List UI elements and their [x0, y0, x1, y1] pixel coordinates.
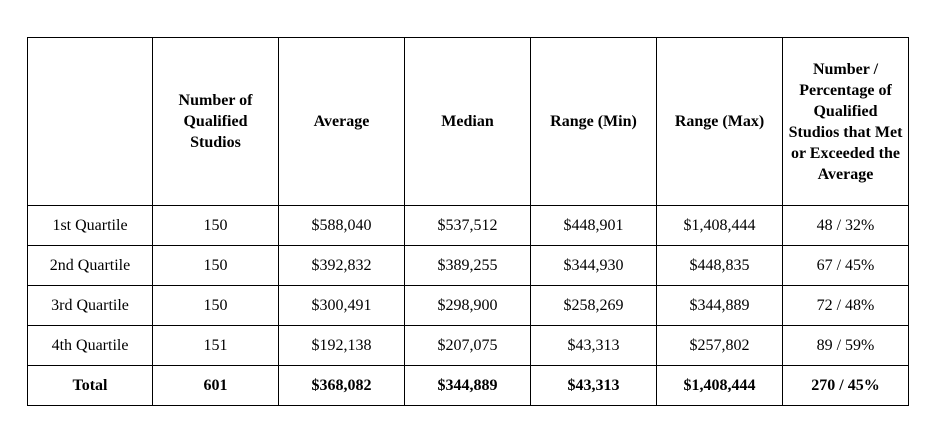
- table-cell: $537,512: [405, 206, 531, 246]
- total-cell: 270 / 45%: [783, 366, 909, 406]
- table-cell: $389,255: [405, 246, 531, 286]
- row-label-cell: 2nd Quartile: [28, 246, 153, 286]
- header-cell-median: Median: [405, 38, 531, 206]
- row-label-cell: 3rd Quartile: [28, 286, 153, 326]
- header-cell-blank: [28, 38, 153, 206]
- table-cell: $43,313: [531, 326, 657, 366]
- table-cell: $344,930: [531, 246, 657, 286]
- table-cell: $257,802: [657, 326, 783, 366]
- table-cell: 151: [153, 326, 279, 366]
- header-cell-range-min: Range (Min): [531, 38, 657, 206]
- table-cell: $588,040: [279, 206, 405, 246]
- table-cell: $392,832: [279, 246, 405, 286]
- table-row: [28, 246, 909, 286]
- table-cell: $192,138: [279, 326, 405, 366]
- table-row: [28, 206, 909, 246]
- table-cell: $448,835: [657, 246, 783, 286]
- table-cell: $207,075: [405, 326, 531, 366]
- table-cell: 48 / 32%: [783, 206, 909, 246]
- total-row: [28, 366, 909, 406]
- table-cell: $298,900: [405, 286, 531, 326]
- header-row: [28, 38, 909, 206]
- table-cell: 72 / 48%: [783, 286, 909, 326]
- total-cell: $1,408,444: [657, 366, 783, 406]
- table-cell: $300,491: [279, 286, 405, 326]
- table-cell: 67 / 45%: [783, 246, 909, 286]
- total-cell: $344,889: [405, 366, 531, 406]
- row-label-cell: 1st Quartile: [28, 206, 153, 246]
- header-cell-range-max: Range (Max): [657, 38, 783, 206]
- table-row: [28, 326, 909, 366]
- header-cell-average: Average: [279, 38, 405, 206]
- total-cell: 601: [153, 366, 279, 406]
- header-cell-qualified-studios: Number of Qualified Studios: [153, 38, 279, 206]
- total-label-cell: Total: [28, 366, 153, 406]
- table-cell: 150: [153, 286, 279, 326]
- total-cell: $43,313: [531, 366, 657, 406]
- header-cell-met-or-exceeded: Number / Percentage of Qualified Studios that Met or Exceeded the Average: [783, 38, 909, 206]
- total-cell: $368,082: [279, 366, 405, 406]
- table-row: [28, 286, 909, 326]
- table-cell: $448,901: [531, 206, 657, 246]
- table-cell: $344,889: [657, 286, 783, 326]
- quartile-table: [27, 37, 909, 406]
- table-cell: $1,408,444: [657, 206, 783, 246]
- row-label-cell: 4th Quartile: [28, 326, 153, 366]
- table-cell: 150: [153, 206, 279, 246]
- table-cell: 150: [153, 246, 279, 286]
- table-cell: $258,269: [531, 286, 657, 326]
- table-cell: 89 / 59%: [783, 326, 909, 366]
